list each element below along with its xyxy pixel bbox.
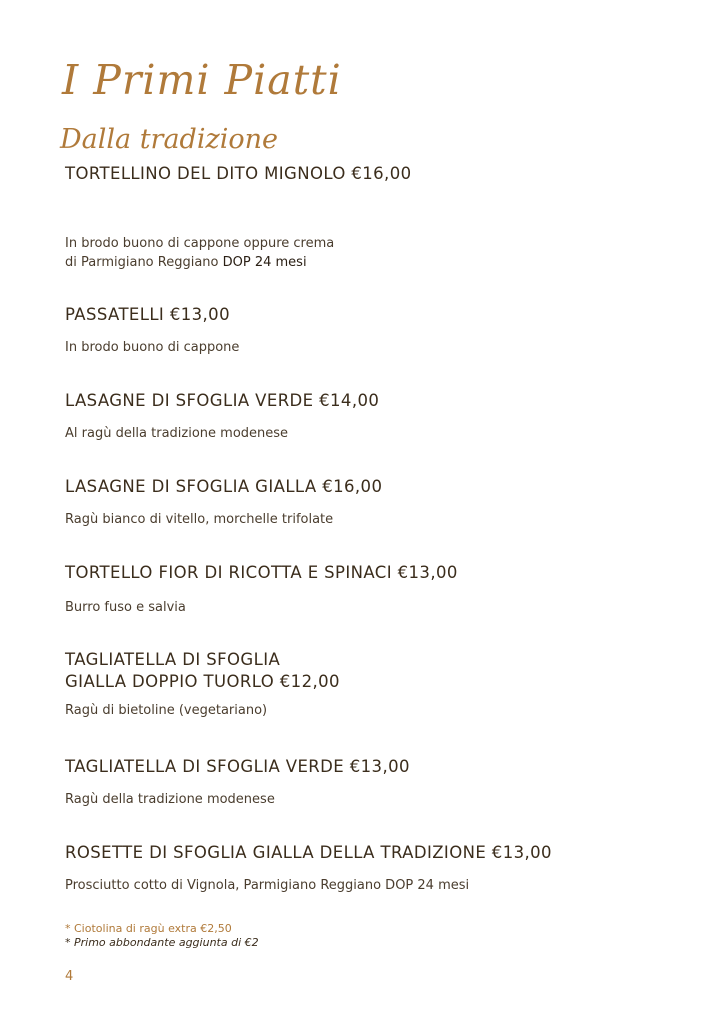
menu-item-name: LASAGNE DI SFOGLIA VERDE €14,00 (65, 391, 380, 410)
description-highlight: DOP 24 mesi (222, 255, 307, 270)
menu-item-name: GIALLA DOPPIO TUORLO €12,00 (65, 672, 340, 691)
menu-item-name: LASAGNE DI SFOGLIA GIALLA €16,00 (65, 477, 383, 496)
menu-item-rosette (65, 842, 552, 895)
section-subtitle: Dalla tradizione (60, 124, 278, 155)
menu-item-description-line: In brodo buono di cappone oppure crema (65, 236, 335, 251)
menu-item-description: Burro fuso e salvia (65, 600, 186, 615)
menu-item-name: PASSATELLI €13,00 (65, 305, 230, 324)
menu-item-tagliatella-verde (65, 756, 410, 809)
page-title: I Primi Piatti (62, 56, 342, 104)
menu-item-name: TAGLIATELLA DI SFOGLIA (65, 650, 281, 669)
menu-item-passatelli (65, 304, 239, 357)
menu-item-description (65, 234, 412, 272)
page-number: 4 (65, 969, 74, 984)
menu-item-description: Ragù di bietoline (vegetariano) (65, 703, 268, 718)
menu-item-description: In brodo buono di cappone (65, 340, 240, 355)
menu-item-tortello-ricotta (65, 562, 458, 617)
note-primo-abbondante: * Primo abbondante aggiunta di €2 (65, 936, 259, 949)
menu-item-name: ROSETTE DI SFOGLIA GIALLA DELLA TRADIZIONE €13,00 (65, 843, 552, 862)
menu-item-lasagne-gialla (65, 476, 382, 529)
menu-item-tortellino (65, 163, 412, 272)
menu-item-name: TAGLIATELLA DI SFOGLIA VERDE €13,00 (65, 757, 410, 776)
menu-item-description: Ragù della tradizione modenese (65, 792, 275, 807)
menu-item-description-line (65, 253, 412, 272)
description-text: di Parmigiano Reggiano (65, 255, 223, 270)
menu-item-name: TORTELLO FIOR DI RICOTTA E SPINACI €13,00 (65, 563, 458, 582)
menu-item-description: Al ragù della tradizione modenese (65, 426, 289, 441)
note-ragu-extra: * Ciotolina di ragù extra €2,50 (65, 922, 232, 935)
menu-item-lasagne-verde (65, 390, 379, 443)
menu-item-name: TORTELLINO DEL DITO MIGNOLO €16,00 (65, 164, 412, 183)
menu-item-description: Prosciutto cotto di Vignola, Parmigiano Reggiano DOP 24 mesi (65, 878, 470, 893)
menu-item-description: Ragù bianco di vitello, morchelle trifolate (65, 512, 334, 527)
menu-item-tagliatella-gialla (65, 649, 340, 720)
